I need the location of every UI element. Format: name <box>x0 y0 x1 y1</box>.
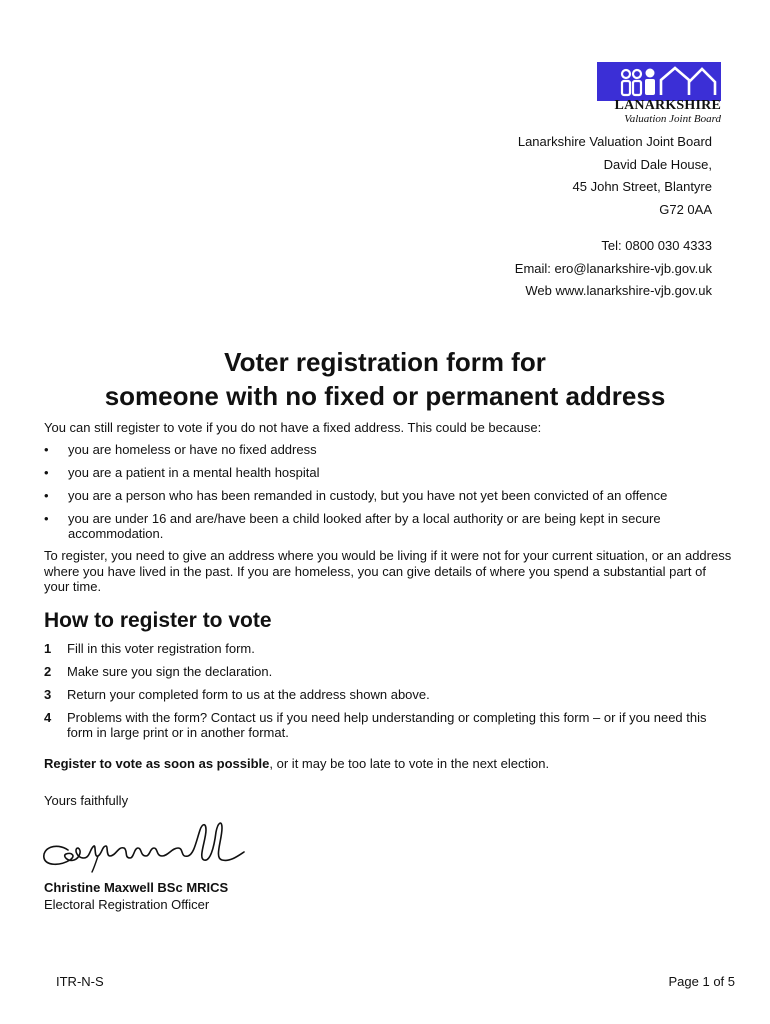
step-item: 4 Problems with the form? Contact us if you need help understanding or completing this form – or if you need this form in large print or in another format. <box>44 710 707 740</box>
bullet-icon: • <box>44 465 49 480</box>
list-item: • you are under 16 and are/have been a child looked after by a local authority or are being kept in secure accommodation. <box>44 511 661 541</box>
title-line-1: Voter registration form for <box>224 347 546 377</box>
intro-text: You can still register to vote if you do not have a fixed address. This could be because: <box>44 420 542 435</box>
logo-name: LANARKSHIRE <box>614 98 721 113</box>
logo-subtitle: Valuation Joint Board <box>624 113 721 125</box>
steps-list <box>44 641 734 748</box>
address-org: Lanarkshire Valuation Joint Board <box>517 134 712 149</box>
list-item: • you are homeless or have no fixed address <box>44 442 317 457</box>
address-tel: Tel: 0800 030 4333 <box>601 238 712 253</box>
step-item: 2 Make sure you sign the declaration. <box>44 664 273 679</box>
page-number: Page 1 of 5 <box>668 974 735 989</box>
title-line-2: someone with no fixed or permanent address <box>104 381 666 411</box>
step-number: 4 <box>44 710 52 725</box>
form-reference: ITR-N-S <box>56 974 104 989</box>
step-number: 1 <box>44 641 52 656</box>
address-street: 45 John Street, Blantyre <box>572 179 712 194</box>
step-number: 3 <box>44 687 52 702</box>
page-title <box>0 345 770 413</box>
step-item: 3 Return your completed form to us at the address shown above. <box>44 687 430 702</box>
signature-image <box>38 812 253 874</box>
logo-emblem <box>597 62 721 101</box>
logo-figures-icon <box>597 62 721 101</box>
step-number: 2 <box>44 664 52 679</box>
signer-name: Christine Maxwell BSc MRICS <box>44 880 229 895</box>
address-email: Email: ero@lanarkshire-vjb.gov.uk <box>514 260 712 276</box>
section-heading: How to register to vote <box>44 609 272 632</box>
bullet-icon: • <box>44 488 49 503</box>
register-notice-rest: , or it may be too late to vote in the next election. <box>269 756 550 771</box>
register-address-paragraph: To register, you need to give an address where you would be living if it were not for your current situation, or an address where you have lived in the past. If you are homeless, you can give details of where you spend a substantial part of your time. <box>44 548 732 594</box>
signer-role: Electoral Registration Officer <box>44 897 210 912</box>
address-postcode: G72 0AA <box>659 201 712 217</box>
list-item: • you are a patient in a mental health hospital <box>44 465 320 480</box>
register-notice-bold: Register to vote as soon as possible <box>44 756 270 771</box>
vjb-logo <box>597 62 721 127</box>
sender-address <box>515 131 712 303</box>
reasons-list <box>44 442 734 549</box>
step-item: 1 Fill in this voter registration form. <box>44 641 255 656</box>
bullet-icon: • <box>44 442 49 457</box>
bullet-icon: • <box>44 511 49 526</box>
register-notice <box>44 756 734 771</box>
list-item: • you are a person who has been remanded in custody, but you have not yet been convicted of an offence <box>44 488 668 503</box>
address-web: Web www.lanarkshire-vjb.gov.uk <box>525 283 712 298</box>
closing-text: Yours faithfully <box>44 793 129 808</box>
address-building: David Dale House, <box>603 156 712 172</box>
